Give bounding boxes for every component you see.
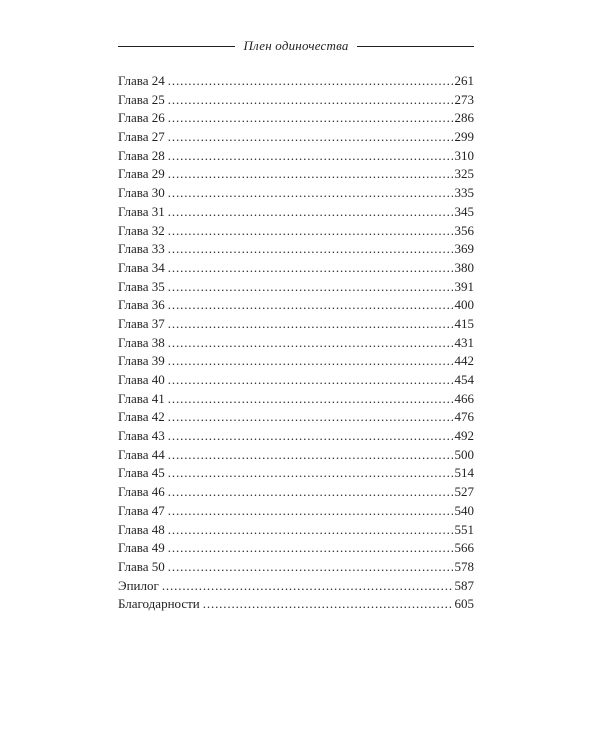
toc-entry xyxy=(118,147,474,166)
toc-entry xyxy=(118,539,474,558)
toc-entry-label: Глава 25 xyxy=(118,91,165,107)
toc-entry-label: Глава 40 xyxy=(118,372,165,387)
toc-dot-leader xyxy=(168,502,453,521)
toc-entry-page-number: 310 xyxy=(454,147,474,163)
toc-dot-leader xyxy=(168,464,453,483)
toc-entry xyxy=(118,390,474,409)
toc-entry xyxy=(118,165,474,184)
toc-entry-label: Глава 30 xyxy=(118,185,165,201)
toc-entry-page-number: 299 xyxy=(454,129,474,145)
toc-entry xyxy=(118,296,474,315)
toc-entry xyxy=(118,371,474,390)
toc-entry xyxy=(118,240,474,259)
toc-entry xyxy=(118,278,474,297)
toc-dot-leader xyxy=(168,109,453,128)
toc-entry-label: Глава 34 xyxy=(118,259,165,275)
toc-dot-leader xyxy=(168,427,453,446)
toc-entry-label: Глава 28 xyxy=(118,147,165,163)
toc-dot-leader xyxy=(168,278,453,297)
running-head-rule-left xyxy=(118,46,235,47)
toc-entry xyxy=(118,184,474,203)
toc-entry-page-number: 431 xyxy=(454,334,474,350)
toc-entry-page-number: 454 xyxy=(454,372,474,387)
toc-dot-leader xyxy=(168,184,453,203)
toc-entry-page-number: 587 xyxy=(454,577,474,593)
toc-entry-page-number: 391 xyxy=(454,278,474,294)
toc-entry-label: Глава 31 xyxy=(118,203,165,219)
toc-entry-label: Глава 33 xyxy=(118,241,165,257)
toc-entry-label: Глава 26 xyxy=(118,110,165,126)
toc-dot-leader xyxy=(168,558,453,577)
toc-entry xyxy=(118,521,474,540)
toc-entry xyxy=(118,408,474,427)
toc-entry xyxy=(118,334,474,353)
toc-dot-leader xyxy=(168,165,453,184)
toc-dot-leader xyxy=(168,315,453,334)
toc-entry-label: Глава 35 xyxy=(118,278,165,294)
toc-entry-page-number: 345 xyxy=(454,203,474,219)
toc-entry xyxy=(118,91,474,110)
toc-dot-leader xyxy=(168,222,453,241)
toc-entry xyxy=(118,558,474,577)
toc-entry-page-number: 356 xyxy=(454,222,474,238)
toc-entry-label: Глава 27 xyxy=(118,129,165,145)
toc-entry-label: Глава 32 xyxy=(118,222,165,238)
running-head-rule-right xyxy=(357,46,474,47)
toc-dot-leader xyxy=(168,128,453,147)
toc-entry-page-number: 514 xyxy=(454,465,474,481)
toc-entry-label: Глава 38 xyxy=(118,334,165,350)
toc-entry-page-number: 442 xyxy=(454,353,474,369)
toc-entry xyxy=(118,72,474,91)
running-head-title: Плен одиночества xyxy=(243,38,349,53)
toc-entry-label: Глава 24 xyxy=(118,73,165,88)
toc-entry-label: Глава 29 xyxy=(118,166,165,182)
toc-entry-label: Глава 44 xyxy=(118,446,165,462)
toc-entry-page-number: 605 xyxy=(454,596,474,612)
toc-dot-leader xyxy=(162,577,453,596)
toc-entry-label: Эпилог xyxy=(118,577,159,593)
toc-entry xyxy=(118,259,474,278)
running-head xyxy=(118,36,474,56)
toc-entry xyxy=(118,109,474,128)
toc-entry-label: Глава 39 xyxy=(118,353,165,369)
toc-entry-page-number: 325 xyxy=(454,166,474,182)
toc-entry-page-number: 261 xyxy=(454,73,474,88)
toc-entry xyxy=(118,128,474,147)
toc-entry-label: Благодарности xyxy=(118,596,200,612)
toc-entry-page-number: 527 xyxy=(454,484,474,500)
table-of-contents xyxy=(118,72,474,614)
toc-entry xyxy=(118,464,474,483)
toc-entry-page-number: 476 xyxy=(454,409,474,425)
toc-entry-label: Глава 46 xyxy=(118,484,165,500)
toc-entry-page-number: 400 xyxy=(454,297,474,313)
toc-entry-page-number: 369 xyxy=(454,241,474,257)
toc-dot-leader xyxy=(168,483,453,502)
toc-entry xyxy=(118,315,474,334)
toc-entry-label: Глава 47 xyxy=(118,502,165,518)
toc-dot-leader xyxy=(168,72,453,91)
toc-entry-label: Глава 49 xyxy=(118,540,165,556)
toc-dot-leader xyxy=(168,147,453,166)
toc-entry xyxy=(118,427,474,446)
toc-dot-leader xyxy=(168,91,453,110)
toc-entry-page-number: 500 xyxy=(454,446,474,462)
toc-entry-label: Глава 45 xyxy=(118,465,165,481)
toc-dot-leader xyxy=(168,521,453,540)
toc-dot-leader xyxy=(168,446,453,465)
toc-dot-leader xyxy=(168,390,453,409)
toc-entry-page-number: 273 xyxy=(454,91,474,107)
toc-entry xyxy=(118,222,474,241)
toc-entry xyxy=(118,446,474,465)
toc-dot-leader xyxy=(168,296,453,315)
toc-entry-page-number: 415 xyxy=(454,315,474,331)
toc-entry xyxy=(118,577,474,596)
toc-dot-leader xyxy=(168,240,453,259)
toc-dot-leader xyxy=(168,259,453,278)
toc-entry-page-number: 551 xyxy=(454,521,474,537)
toc-entry-page-number: 286 xyxy=(454,110,474,126)
toc-dot-leader xyxy=(168,539,453,558)
toc-entry-label: Глава 43 xyxy=(118,428,165,444)
toc-dot-leader xyxy=(168,334,453,353)
toc-entry xyxy=(118,502,474,521)
toc-entry-page-number: 566 xyxy=(454,540,474,556)
toc-entry-page-number: 466 xyxy=(454,390,474,406)
toc-dot-leader xyxy=(168,371,453,390)
toc-entry-page-number: 578 xyxy=(454,558,474,574)
toc-dot-leader xyxy=(168,352,453,371)
toc-entry-label: Глава 48 xyxy=(118,521,165,537)
toc-dot-leader xyxy=(168,408,453,427)
toc-entry xyxy=(118,203,474,222)
toc-dot-leader xyxy=(168,203,453,222)
toc-entry-label: Глава 36 xyxy=(118,297,165,313)
toc-entry-page-number: 492 xyxy=(454,428,474,444)
toc-entry-label: Глава 37 xyxy=(118,315,165,331)
toc-entry xyxy=(118,595,474,614)
toc-dot-leader xyxy=(203,595,453,614)
toc-entry-label: Глава 42 xyxy=(118,409,165,425)
toc-entry-page-number: 540 xyxy=(454,502,474,518)
toc-entry xyxy=(118,483,474,502)
toc-entry-page-number: 380 xyxy=(454,259,474,275)
toc-entry-page-number: 335 xyxy=(454,185,474,201)
toc-entry-label: Глава 41 xyxy=(118,390,165,406)
toc-entry xyxy=(118,352,474,371)
toc-entry-label: Глава 50 xyxy=(118,558,165,574)
